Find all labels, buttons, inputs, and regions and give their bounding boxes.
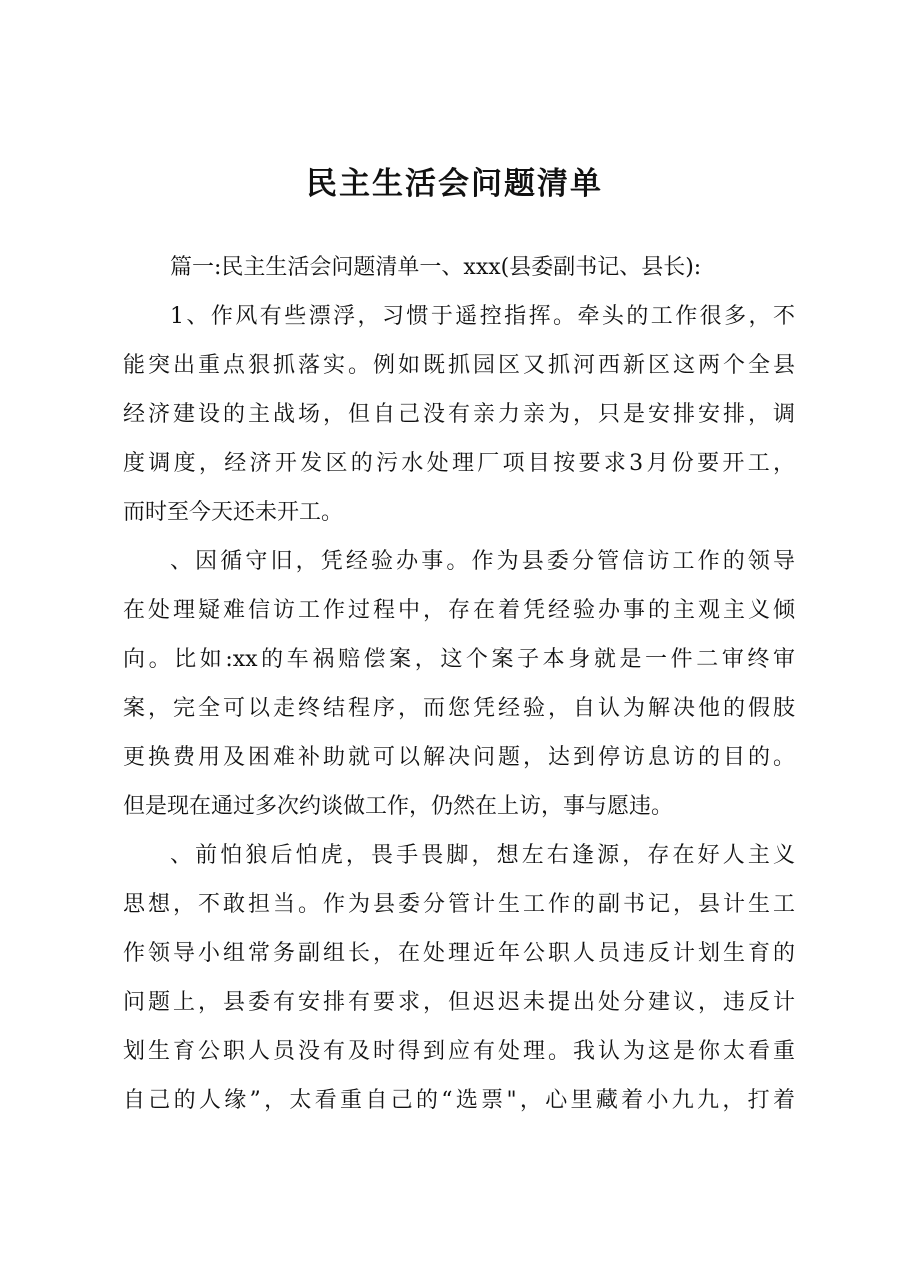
- paragraph-3-line: 划生育公职人员没有及时得到应有处理。我认为这是你太看重: [123, 1039, 795, 1064]
- paragraph-1-line: 经济建设的主战场，但自己没有亲力亲为，只是安排安排，调: [123, 402, 795, 427]
- paragraph-1-line: 而时至今天还未开工。: [123, 500, 344, 525]
- paragraph-3-line: 思想，不敢担当。作为县委分管计生工作的副书记，县计生工: [123, 892, 795, 917]
- paragraph-1-line: 1、作风有些漂浮，习惯于遥控指挥。牵头的工作很多，不: [170, 304, 795, 329]
- paragraph-2-line: 但是现在通过多次约谈做工作，仍然在上访，事与愿违。: [123, 794, 674, 819]
- paragraph-2-line: 、因循守旧，凭经验办事。作为县委分管信访工作的领导: [170, 549, 795, 574]
- paragraph-3-line: 、前怕狼后怕虎，畏手畏脚，想左右逢源，存在好人主义: [170, 843, 795, 868]
- paragraph-3-line: 作领导小组常务副组长，在处理近年公职人员违反计划生育的: [123, 941, 795, 966]
- paragraph-2-line: 案，完全可以走终结程序，而您凭经验，自认为解决他的假肢: [123, 696, 795, 721]
- paragraph-2-line: 在处理疑难信访工作过程中，存在着凭经验办事的主观主义倾: [123, 598, 795, 623]
- paragraph-3-line: 问题上，县委有安排有要求，但迟迟未提出处分建议，违反计: [123, 990, 795, 1015]
- document-title: 民主生活会问题清单: [306, 166, 603, 202]
- paragraph-3-line: 自己的人缘”，太看重自己的“选票"，心里藏着小九九，打着: [123, 1088, 795, 1113]
- paragraph-2-line: 更换费用及困难补助就可以解决问题，达到停访息访的目的。: [123, 745, 795, 770]
- paragraph-1-line: 能突出重点狠抓落实。例如既抓园区又抓河西新区这两个全县: [123, 353, 795, 378]
- paragraph-intro-line: 篇一:民主生活会问题清单一、xxx(县委副书记、县长):: [170, 255, 702, 280]
- paragraph-1-line: 度调度，经济开发区的污水处理厂项目按要求3月份要开工，: [123, 451, 795, 476]
- paragraph-2-line: 向。比如:xx的车祸赔偿案，这个案子本身就是一件二审终审: [123, 647, 795, 672]
